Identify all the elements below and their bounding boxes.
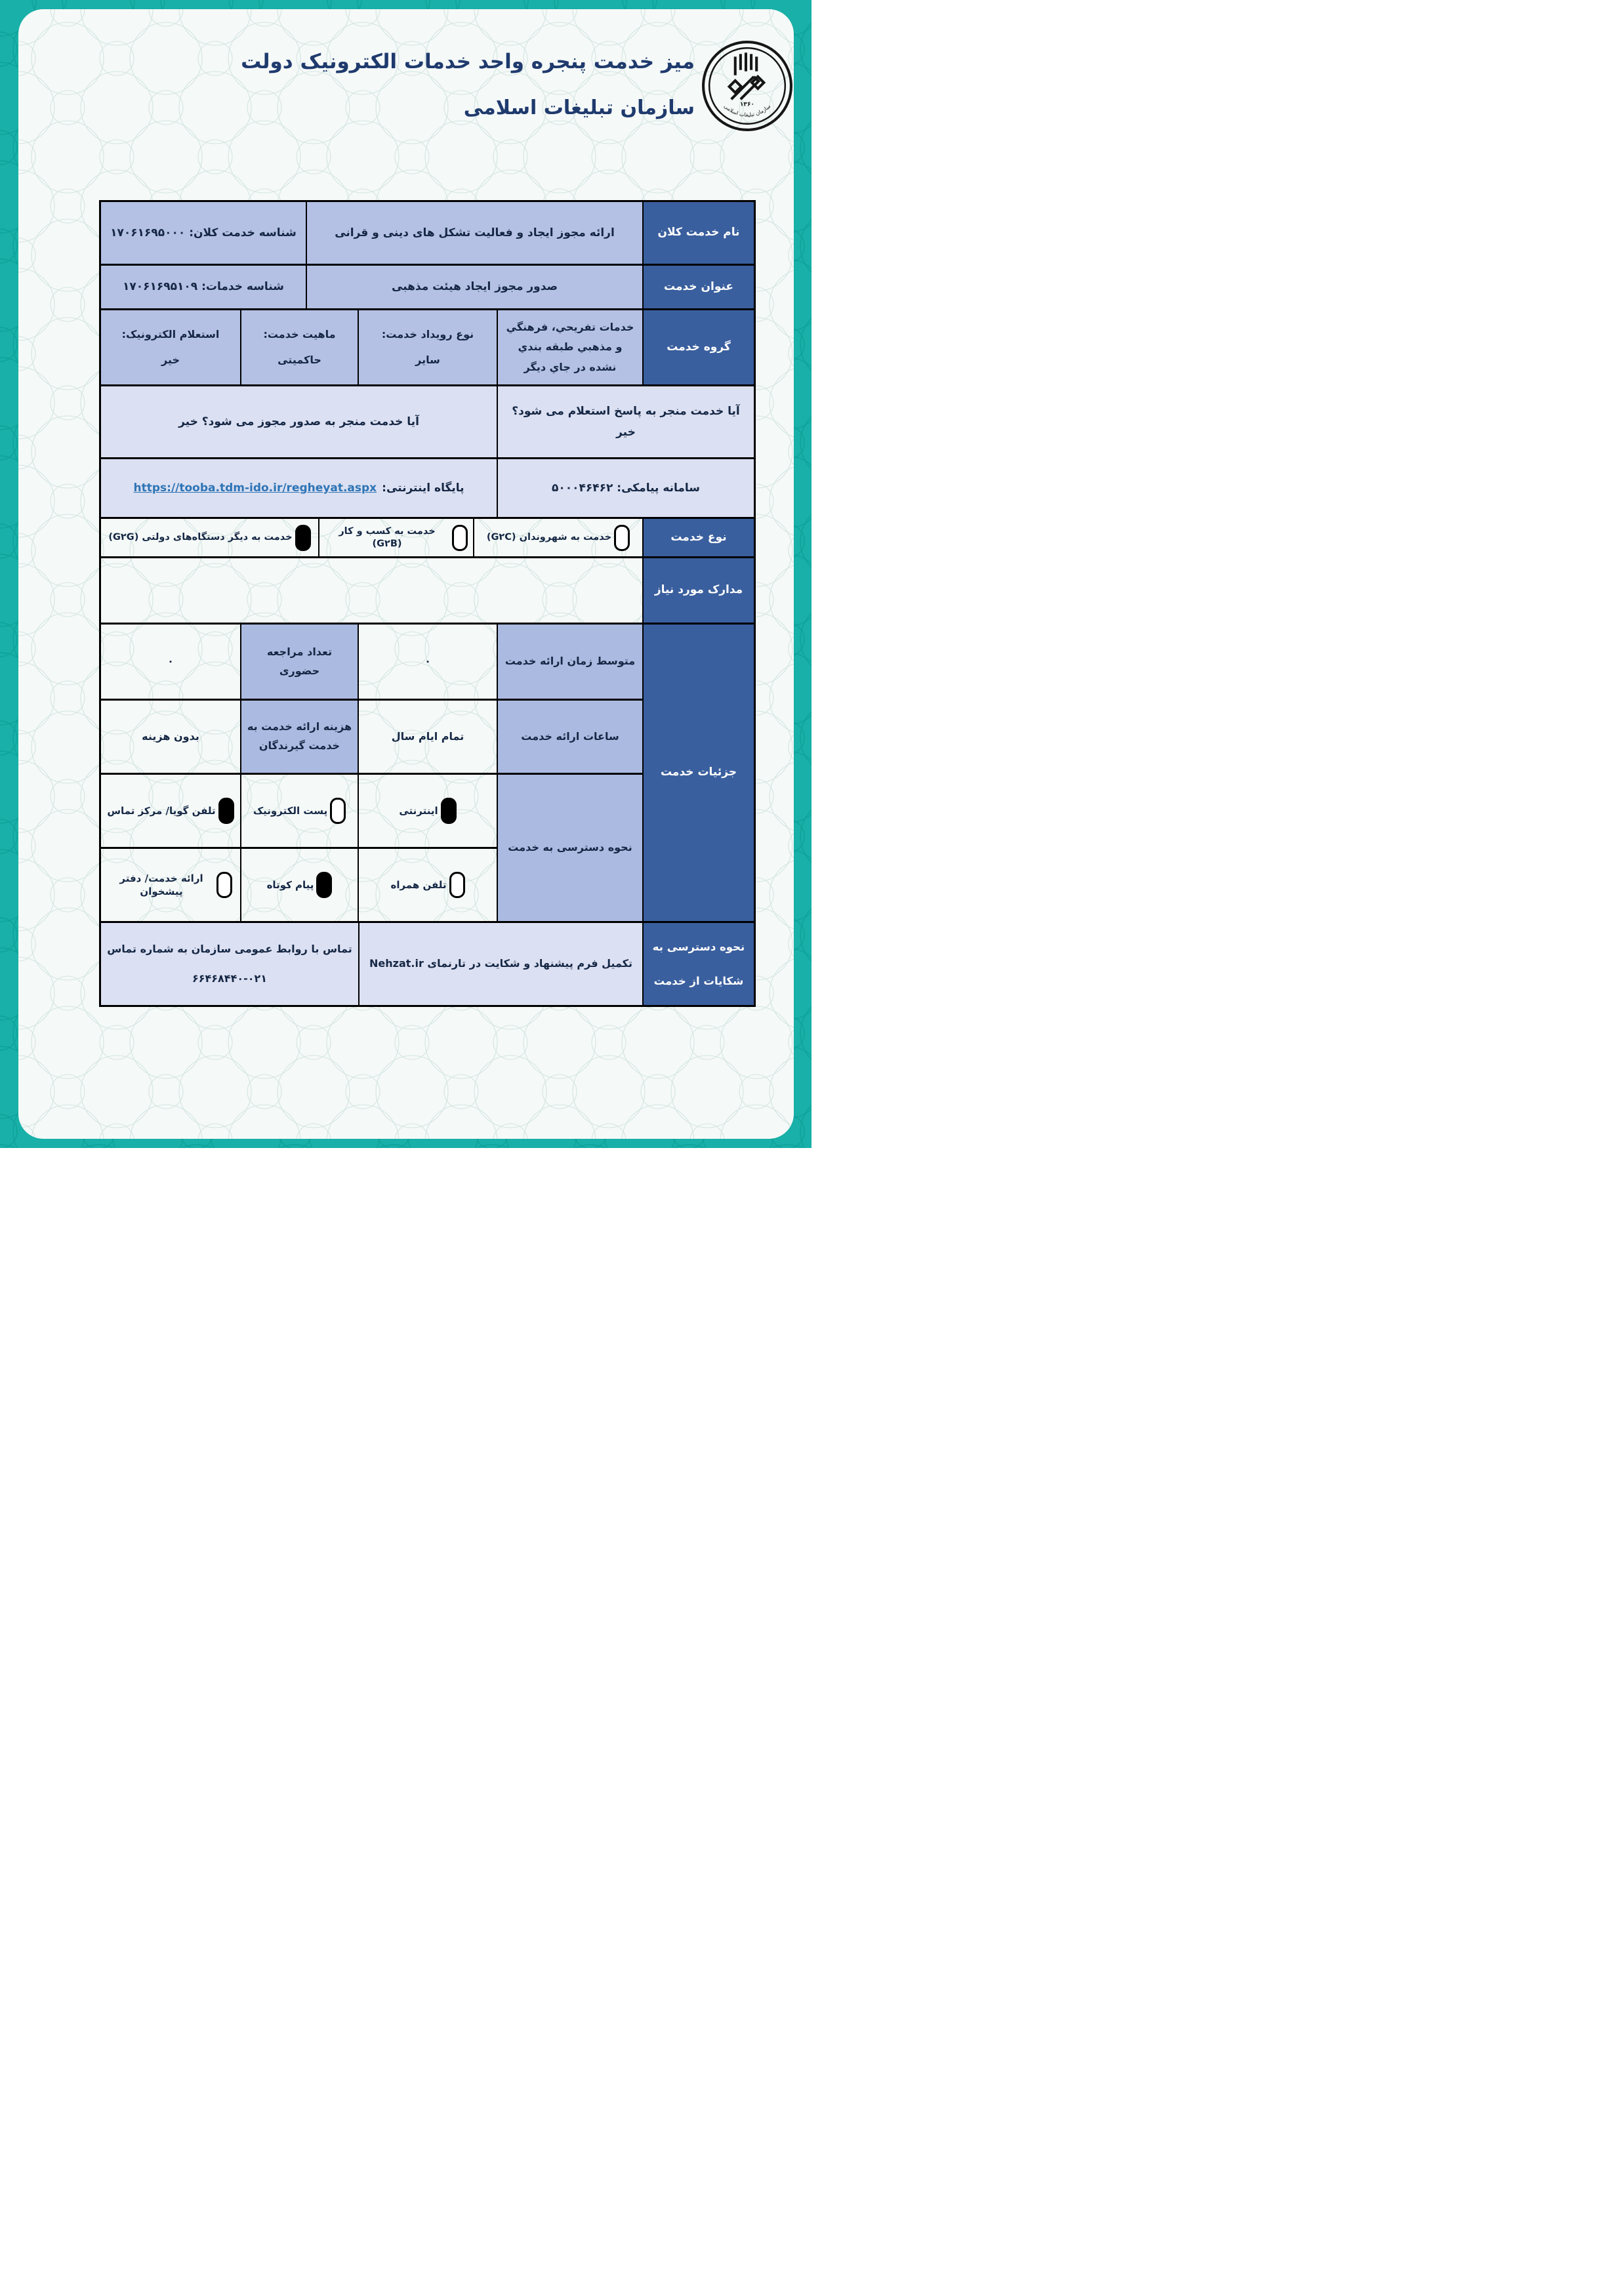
checkbox-g2c[interactable] <box>614 525 630 551</box>
electronic-inquiry-cell <box>101 310 240 384</box>
service-title: صدور مجوز ایجاد هیئت مذهبی <box>306 266 642 308</box>
checkbox-email[interactable] <box>330 798 346 824</box>
logo-year: ۱۳۶۰ <box>739 101 755 108</box>
row-service-group <box>101 308 754 384</box>
service-info-table <box>99 200 756 1007</box>
access-counter-label: ارائه خدمت/ دفتر پیشخوان <box>119 872 203 897</box>
access-internet-label: اینترنتی <box>399 804 438 817</box>
complaints-phone-text: تماس با روابط عمومی سازمان به شماره تماس <box>107 943 352 956</box>
complaints-web: تکمیل فرم پیشنهاد و شکایت در تارنمای Nehzat.ir <box>358 923 642 1005</box>
row-service-title <box>101 264 754 308</box>
service-nature-label: ماهیت خدمت: <box>263 328 336 341</box>
service-type-g2g <box>101 519 318 556</box>
row-flags <box>101 384 754 457</box>
event-type-value: سایر <box>415 353 440 366</box>
row-header-service-group: گروه خدمت <box>642 310 754 384</box>
row-documents <box>101 556 754 623</box>
sms-system: سامانه پیامکی: ۵۰۰۰۴۶۴۶۲ <box>497 459 754 517</box>
access-ivr-label: تلفن گویا/ مرکز تماس <box>107 804 216 817</box>
electronic-inquiry-value: خیر <box>161 353 180 366</box>
complaints-phone <box>101 923 358 1005</box>
documents-value <box>101 558 642 623</box>
row-header-complaints: نحوه دسترسی به شکایات از خدمت <box>642 923 754 1005</box>
access-counter <box>101 847 240 921</box>
inquiry-flag: آیا خدمت منجر به پاسخ استعلام می شود؟ خیر <box>497 386 754 457</box>
checkbox-sms[interactable] <box>316 872 332 898</box>
electronic-inquiry-label: استعلام الکترونیک: <box>121 328 220 341</box>
website-link[interactable]: https://tooba.tdm-ido.ir/regheyat.aspx <box>133 481 377 495</box>
row-header-documents: مدارک مورد نیاز <box>642 558 754 623</box>
checkbox-counter[interactable] <box>216 872 232 898</box>
service-nature-cell <box>240 310 358 384</box>
row-contact <box>101 457 754 517</box>
website-label: پایگاه اینترنتی: <box>382 481 464 495</box>
service-type-g2g-label: خدمت به دیگر دستگاه‌های دولتی (G۲G) <box>108 532 293 543</box>
visits-value: ۰ <box>167 655 174 668</box>
row-service-details <box>101 623 754 921</box>
row-header-service-title: عنوان خدمت <box>642 266 754 308</box>
service-nature-value: حاکمیتی <box>277 353 321 366</box>
row-header-service-type: نوع خدمت <box>642 519 754 556</box>
checkbox-g2g[interactable] <box>295 525 311 551</box>
service-type-g2b <box>318 519 473 556</box>
access-email <box>240 773 358 847</box>
access-sms-label: پیام کوتاه <box>266 878 314 891</box>
visits-label: تعداد مراجعه حضوری <box>240 625 358 699</box>
service-type-g2c <box>473 519 642 556</box>
license-flag: آیا خدمت منجر به صدور مجوز می شود؟ خیر <box>101 386 497 457</box>
service-details-grid <box>101 625 642 921</box>
access-email-label: پست الکترونیک <box>253 804 328 817</box>
logo-org-name: سازمان تبلیغات اسلامی <box>722 102 772 118</box>
title-line-1: میز خدمت پنجره واحد خدمات الکترونیک دولت <box>241 50 695 73</box>
service-code: شناسه خدمات: ۱۷۰۶۱۶۹۵۱۰۹ <box>101 266 306 308</box>
avg-time-label: متوسط زمان ارائه خدمت <box>497 625 642 699</box>
kufic-allah-motif <box>729 52 764 99</box>
macro-service-code: شناسه خدمت کلان: ۱۷۰۶۱۶۹۵۰۰۰ <box>101 202 306 264</box>
row-header-macro-service: نام خدمت کلان <box>642 202 754 264</box>
checkbox-mobile[interactable] <box>449 872 465 898</box>
avg-time-value: ۰ <box>358 625 497 699</box>
hours-value: تمام ایام سال <box>358 699 497 773</box>
macro-service-name: ارائه مجوز ایجاد و فعالیت تشکل های دینی و قرانی <box>306 202 642 264</box>
access-mobile <box>358 847 497 921</box>
page-title <box>241 50 695 120</box>
complaints-phone-number: ۶۶۴۶۸۴۴۰-۰۲۱ <box>192 972 268 985</box>
row-header-service-details: جزئیات خدمت <box>642 625 754 921</box>
cost-label: هزینه ارائه خدمت به خدمت گیرندگان <box>240 699 358 773</box>
checkbox-internet[interactable] <box>441 798 457 824</box>
page <box>0 0 812 1148</box>
cost-value: بدون هزینه <box>101 699 240 773</box>
hours-label: ساعات ارائه خدمت <box>497 699 642 773</box>
access-method-header: نحوه دسترسی به خدمت <box>497 773 642 921</box>
title-line-2: سازمان تبلیغات اسلامی <box>463 96 695 120</box>
access-mobile-label: تلفن همراه <box>390 878 447 891</box>
event-type-cell <box>358 310 497 384</box>
website-cell <box>101 459 497 517</box>
service-type-g2b-label: خدمت به کسب و کار (G۲B) <box>339 525 436 549</box>
access-ivr <box>101 773 240 847</box>
event-type-label: نوع رویداد خدمت: <box>381 328 474 341</box>
access-sms <box>240 847 358 921</box>
checkbox-ivr[interactable] <box>218 798 234 824</box>
organization-logo <box>701 39 794 133</box>
access-internet <box>358 773 497 847</box>
row-complaints <box>101 921 754 1005</box>
service-type-g2c-label: خدمت به شهروندان (G۲C) <box>486 532 612 543</box>
checkbox-g2b[interactable] <box>452 525 468 551</box>
service-group-category: خدمات تفریحي، فرهنگي و مذهبي طبقه بندي نشده در جاي دیگر <box>497 310 642 384</box>
row-service-type <box>101 517 754 556</box>
row-macro-service <box>101 202 754 264</box>
